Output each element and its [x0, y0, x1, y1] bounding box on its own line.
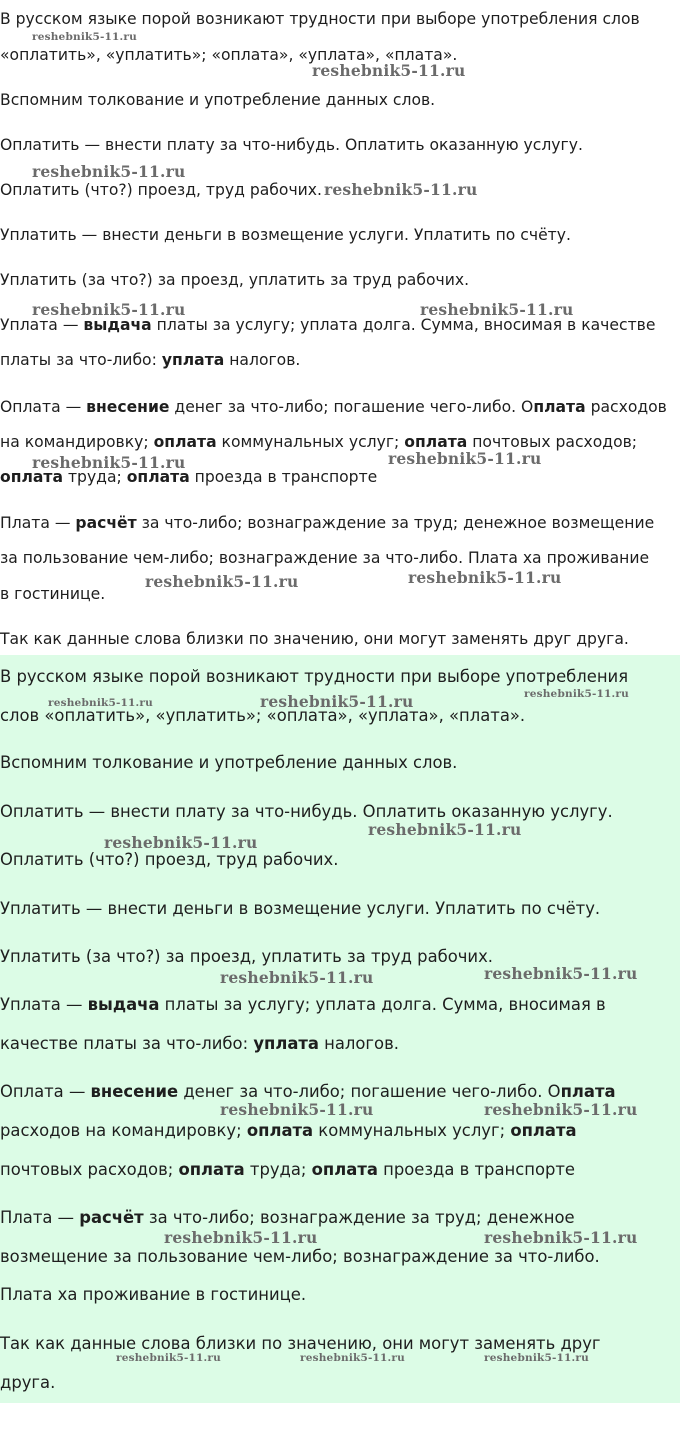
plata-line-1: Плата — расчёт за что-либо; вознаграждение за труд; денежное	[0, 1208, 575, 1227]
oplatit-definition: Оплатить — внести плату за что-нибудь. Оплатить оказанную услугу.	[0, 136, 583, 154]
uplatit-definition: Уплатить — внести деньги в возмещение услуги. Уплатить по счёту.	[0, 226, 571, 244]
watermark: reshebnik5-11.ru	[32, 162, 186, 181]
watermark: reshebnik5-11.ru	[312, 61, 466, 80]
plata-line-3: Плата ха проживание в гостинице.	[0, 1285, 307, 1304]
recall-line: Вспомним толкование и употребление данных слов.	[0, 753, 458, 772]
recall-line: Вспомним толкование и употребление данных слов.	[0, 91, 436, 109]
watermark: reshebnik5-11.ru	[220, 968, 374, 987]
conclusion-line: Так как данные слова близки по значению, они могут заменять друг друга.	[0, 630, 629, 648]
watermark: reshebnik5-11.ru	[48, 697, 153, 709]
watermark: reshebnik5-11.ru	[32, 453, 186, 472]
oplata-line-1: Оплата — внесение денег за что-либо; погашение чего-либо. Оплата	[0, 1082, 616, 1101]
plata-line-2: за пользование чем-либо; вознаграждение за что-либо. Плата ха проживание	[0, 549, 650, 567]
watermark: reshebnik5-11.ru	[220, 1100, 374, 1119]
watermark: reshebnik5-11.ru	[324, 180, 478, 199]
oplatit-example: Оплатить (что?) проезд, труд рабочих.	[0, 181, 322, 199]
watermark: reshebnik5-11.ru	[300, 1352, 405, 1364]
watermark: reshebnik5-11.ru	[32, 31, 137, 43]
answer-block-original	[0, 0, 680, 655]
answer-block-highlighted	[0, 655, 680, 1403]
intro-line-2: слов «оплатить», «уплатить»; «оплата», «уплата», «плата».	[0, 706, 526, 725]
intro-line-1: В русском языке порой возникают трудности при выборе употребления слов	[0, 10, 640, 28]
watermark: reshebnik5-11.ru	[484, 1352, 589, 1364]
intro-line-2: «оплатить», «уплатить»; «оплата», «уплата», «плата».	[0, 46, 458, 64]
conclusion-line-1: Так как данные слова близки по значению, они могут заменять друг	[0, 1334, 601, 1353]
conclusion-line-2: друга.	[0, 1373, 56, 1392]
watermark: reshebnik5-11.ru	[32, 300, 186, 319]
uplata-line-1: Уплата — выдача платы за услугу; уплата долга. Сумма, вносимая в	[0, 995, 606, 1014]
watermark: reshebnik5-11.ru	[524, 688, 629, 700]
watermark: reshebnik5-11.ru	[484, 964, 638, 983]
uplata-line-1: Уплата — выдача платы за услугу; уплата долга. Сумма, вносимая в качестве	[0, 316, 656, 334]
watermark: reshebnik5-11.ru	[484, 1100, 638, 1119]
uplatit-definition: Уплатить — внести деньги в возмещение услуги. Уплатить по счёту.	[0, 899, 601, 918]
watermark: reshebnik5-11.ru	[145, 572, 299, 591]
watermark: reshebnik5-11.ru	[408, 568, 562, 587]
watermark: reshebnik5-11.ru	[388, 449, 542, 468]
oplata-line-3: почтовых расходов; оплата труда; оплата проезда в транспорте	[0, 1160, 576, 1179]
watermark: reshebnik5-11.ru	[116, 1352, 221, 1364]
oplata-line-3: оплата труда; оплата проезда в транспорте	[0, 468, 378, 486]
plata-line-3: в гостинице.	[0, 585, 106, 603]
watermark: reshebnik5-11.ru	[368, 820, 522, 839]
oplata-line-2: расходов на командировку; оплата коммунальных услуг; оплата	[0, 1121, 577, 1140]
oplatit-example: Оплатить (что?) проезд, труд рабочих.	[0, 850, 339, 869]
watermark: reshebnik5-11.ru	[420, 300, 574, 319]
oplatit-definition: Оплатить — внести плату за что-нибудь. Оплатить оказанную услугу.	[0, 802, 613, 821]
plata-line-2: возмещение за пользование чем-либо; вознаграждение за что-либо.	[0, 1247, 600, 1266]
watermark: reshebnik5-11.ru	[260, 692, 414, 711]
watermark: reshebnik5-11.ru	[164, 1228, 318, 1247]
plata-line-1: Плата — расчёт за что-либо; вознаграждение за труд; денежное возмещение	[0, 514, 655, 532]
oplata-line-1: Оплата — внесение денег за что-либо; погашение чего-либо. Оплата расходов	[0, 398, 667, 416]
uplatit-example: Уплатить (за что?) за проезд, уплатить за труд рабочих.	[0, 271, 470, 289]
watermark: reshebnik5-11.ru	[104, 833, 258, 852]
uplatit-example: Уплатить (за что?) за проезд, уплатить за труд рабочих.	[0, 947, 493, 966]
watermark: reshebnik5-11.ru	[484, 1228, 638, 1247]
uplata-line-2: качестве платы за что-либо: уплата налогов.	[0, 1034, 399, 1053]
uplata-line-2: платы за что-либо: уплата налогов.	[0, 351, 301, 369]
oplata-line-2: на командировку; оплата коммунальных услуг; оплата почтовых расходов;	[0, 433, 638, 451]
intro-line-1: В русском языке порой возникают трудности при выборе употребления	[0, 667, 629, 686]
